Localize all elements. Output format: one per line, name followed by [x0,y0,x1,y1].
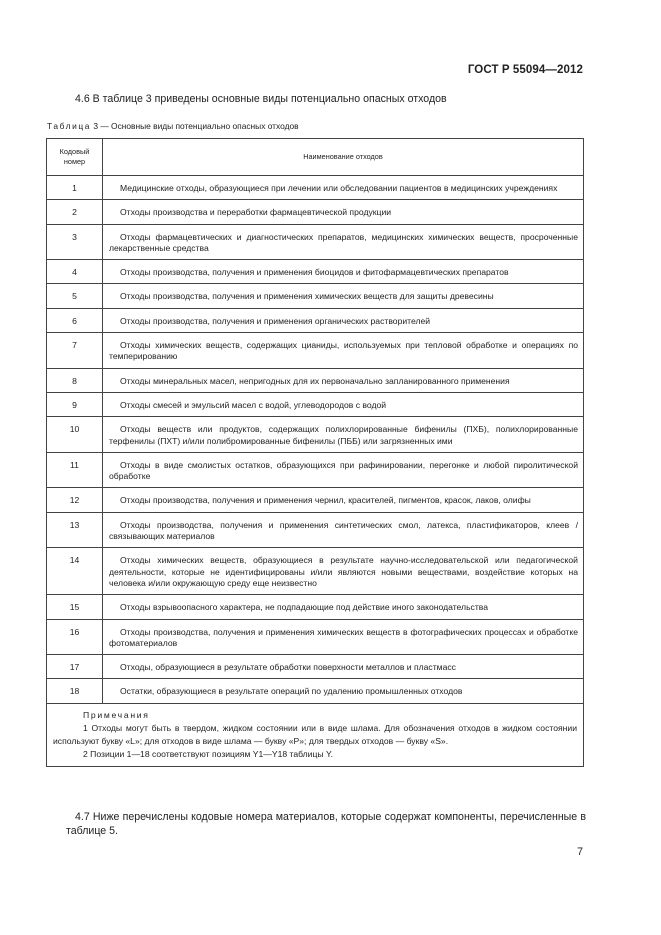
table-header-row [47,139,584,176]
row-code: 5 [47,284,103,308]
row-code: 14 [47,548,103,595]
table-row [47,176,584,200]
table-row [47,392,584,416]
note-2: 2 Позиции 1—18 соответствуют позициям Y1—Y18 таблицы Y. [83,748,333,759]
table-row [47,655,584,679]
page-number: 7 [577,846,583,858]
column-header-code [47,139,103,176]
table-row [47,417,584,453]
waste-types-table [46,138,584,767]
column-header-name: Наименование отходов [103,139,584,176]
table-row [47,512,584,548]
table-row [47,595,584,619]
row-code: 8 [47,368,103,392]
row-code: 10 [47,417,103,453]
table-caption-label: Таблица [47,121,92,131]
row-code: 11 [47,452,103,488]
row-name: Отходы минеральных масел, непригодных для их первоначально запланированного применения [103,368,584,392]
notes-title: Примечания [83,709,150,720]
row-name: Остатки, образующиеся в результате операций по удалению промышленных отходов [103,679,584,703]
table-caption-text: 3 — Основные виды потенциально опасных отходов [91,121,299,131]
row-name: Отходы производства, получения и применения чернил, красителей, пигментов, красок, лаков, олифы [103,488,584,512]
row-code: 16 [47,619,103,655]
document-header: ГОСТ Р 55094—2012 [467,64,583,76]
row-name: Медицинские отходы, образующиеся при лечении или обследовании пациентов в медицинских учреждениях [103,176,584,200]
row-name: Отходы производства, получения и применения химических веществ для защиты древесины [103,284,584,308]
row-name: Отходы взрывоопасного характера, не подпадающие под действие иного законодательства [103,595,584,619]
row-code: 4 [47,260,103,284]
row-name: Отходы смесей и эмульсий масел с водой, углеводородов с водой [103,392,584,416]
table-row [47,333,584,369]
table-row [47,679,584,703]
row-code: 12 [47,488,103,512]
table-row [47,200,584,224]
table-caption [47,121,299,131]
row-code: 15 [47,595,103,619]
row-code: 17 [47,655,103,679]
row-name: Отходы химических веществ, образующиеся в результате научно-исследовательской или педагогической деятельности, которые не идентифицированы и/или являются новыми веществами, воздействие которых на человека и/или окружающую среду еще неизвестно [103,548,584,595]
row-name: Отходы, образующиеся в результате обработки поверхности металлов и пластмасс [103,655,584,679]
row-name: Отходы производства и переработки фармацевтической продукции [103,200,584,224]
row-code: 9 [47,392,103,416]
table-row [47,488,584,512]
row-code: 6 [47,308,103,332]
table-row [47,368,584,392]
outro-paragraph: 4.7 Ниже перечислены кодовые номера материалов, которые содержат компоненты, перечисленные в таблице 5. [66,811,586,837]
table-row [47,619,584,655]
row-code: 7 [47,333,103,369]
row-name: Отходы химических веществ, содержащих цианиды, используемых при тепловой обработке и операциях по темперированию [103,333,584,369]
row-code: 2 [47,200,103,224]
table-row [47,284,584,308]
row-name: Отходы в виде смолистых остатков, образующихся при рафинировании, перегонке и любой пиролитической обработке [103,452,584,488]
row-name: Отходы производства, получения и применения биоцидов и фитофармацевтических препаратов [103,260,584,284]
table-row [47,452,584,488]
row-code: 18 [47,679,103,703]
row-code: 3 [47,224,103,260]
note-1: 1 Отходы могут быть в твердом, жидком состоянии или в виде шлама. Для обозначения отходов в жидком состоянии используют букву «L»; для отходов в виде шлама — букву «P»; для твердых отходов — букву «S». [53,722,577,746]
table-row [47,260,584,284]
row-code: 13 [47,512,103,548]
notes-row [47,703,584,766]
row-code: 1 [47,176,103,200]
intro-paragraph: 4.6 В таблице 3 приведены основные виды потенциально опасных отходов [75,93,447,105]
row-name: Отходы производства, получения и применения синтетических смол, латекса, пластификаторов, клеев /связывающих материалов [103,512,584,548]
row-name: Отходы производства, получения и применения химических веществ в фотографических процессах и обработке фотоматериалов [103,619,584,655]
table-row [47,308,584,332]
row-name: Отходы производства, получения и применения органических растворителей [103,308,584,332]
row-name: Отходы веществ или продуктов, содержащих полихлорированные бифенилы (ПХБ), полихлорированные терфенилы (ПХТ) и/или полибромированные бифенилы (ПББ) или загрязненных ими [103,417,584,453]
column-header-code-text: Кодовый номер [59,147,90,166]
row-name: Отходы фармацевтических и диагностических препаратов, медицинских химических веществ, просроченные лекарственные средства [103,224,584,260]
table-row [47,224,584,260]
table-row [47,548,584,595]
table-notes [47,703,584,766]
table-body [47,176,584,704]
